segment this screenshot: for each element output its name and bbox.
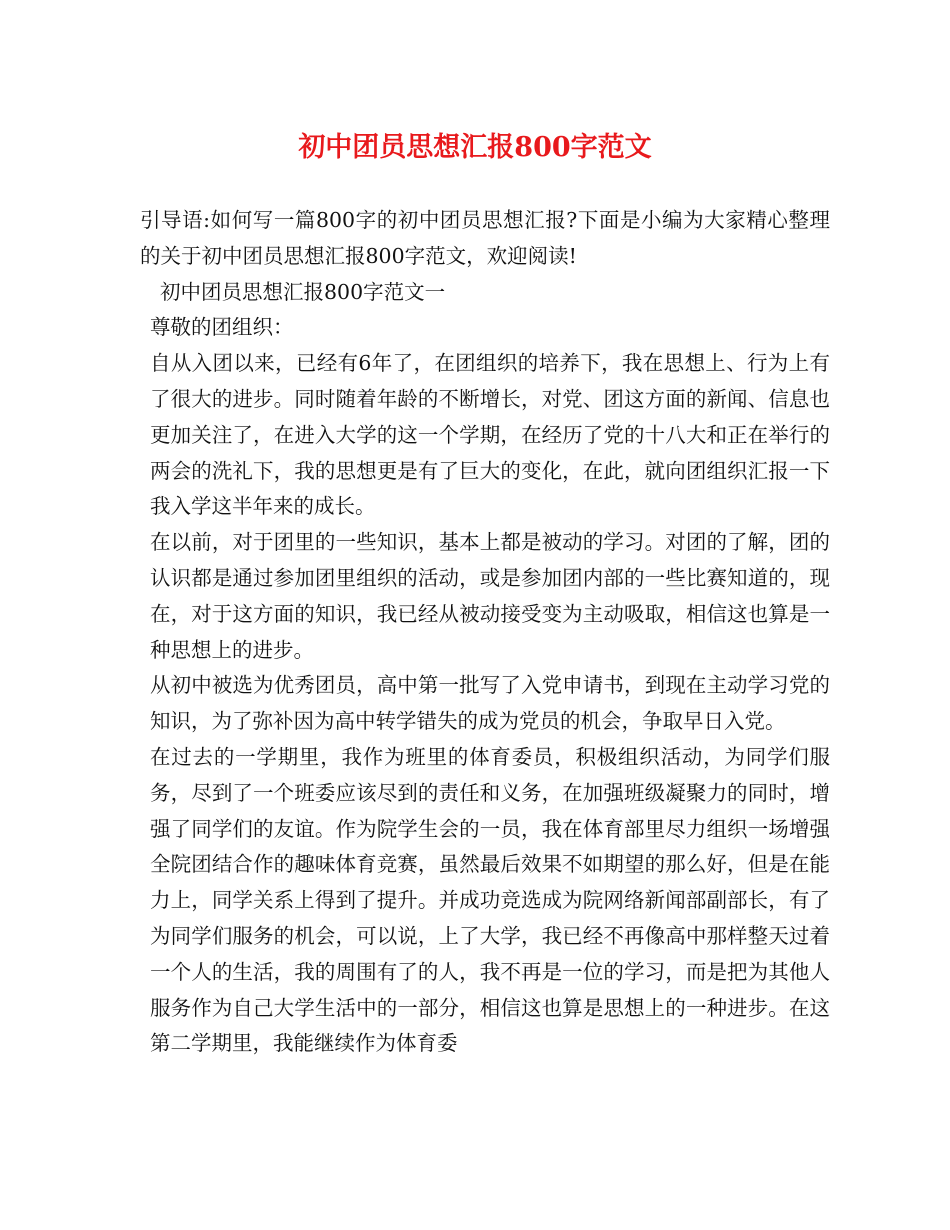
salutation: 尊敬的团组织：: [150, 315, 294, 340]
body-paragraph: 从初中被选为优秀团员，高中第一批写了入党申请书，到现在主动学习党的知识，为了弥补因为高中转学错失的成为党员的机会，争取早日入党。: [150, 673, 830, 734]
section-heading: 初中团员思想汇报800字范文一: [160, 279, 446, 304]
intro-paragraph: 引导语:如何写一篇800字的初中团员思想汇报?下面是小编为大家精心整理的关于初中团员思想汇报800字范文，欢迎阅读!: [140, 208, 830, 268]
document-title: 初中团员思想汇报800字范文: [298, 132, 652, 163]
body-paragraph: 自从入团以来，已经有6年了，在团组织的培养下，我在思想上、行为上有了很大的进步。同时随着年龄的不断增长，对党、团这方面的新闻、信息也更加关注了，在进入大学的这一个学期，在经历了党的十八大和正在举行的两会的洗礼下，我的思想更是有了巨大的变化，在此，就向团组织汇报一下我入学这半年来的成长。: [150, 351, 830, 519]
document-body: [140, 203, 830, 1062]
body-paragraph: 在过去的一学期里，我作为班里的体育委员，积极组织活动，为同学们服务，尽到了一个班委应该尽到的责任和义务，在加强班级凝聚力的同时，增强了同学们的友谊。作为院学生会的一员，我在体育部里尽力组织一场增强全院团结合作的趣味体育竞赛，虽然最后效果不如期望的那么好，但是在能力上，同学关系上得到了提升。并成功竞选成为院网络新闻部副部长，有了为同学们服务的机会，可以说，上了大学，我已经不再像高中那样整天过着一个人的生活，我的周围有了的人，我不再是一位的学习，而是把为其他人服务作为自己大学生活中的一部分，相信这也算是思想上的一种进步。在这第二学期里，我能继续作为体育委: [150, 744, 830, 1056]
body-paragraph: 在以前，对于团里的一些知识，基本上都是被动的学习。对团的了解，团的认识都是通过参加团里组织的活动，或是参加团内部的一些比赛知道的，现在，对于这方面的知识，我已经从被动接受变为主动吸取，相信这也算是一种思想上的进步。: [150, 530, 830, 662]
